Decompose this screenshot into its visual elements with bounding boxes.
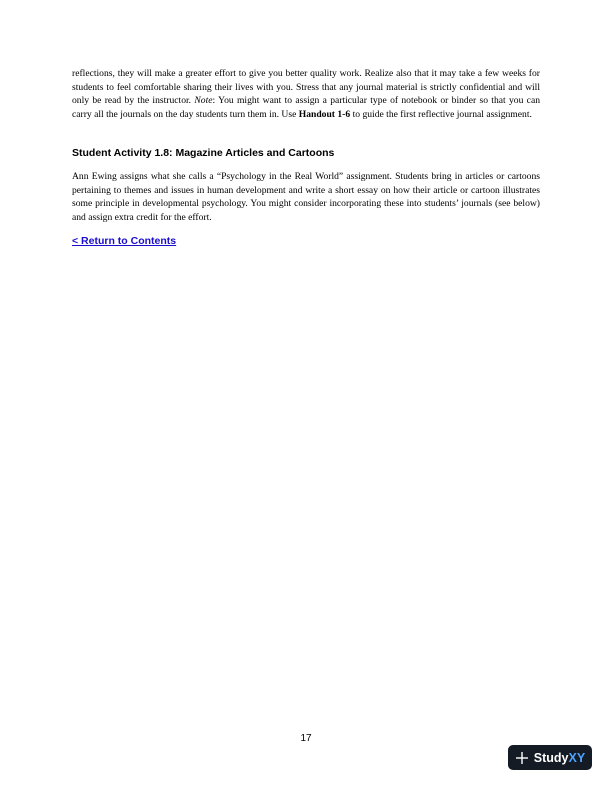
section-heading: Student Activity 1.8: Magazine Articles and Cartoons bbox=[72, 147, 335, 159]
page-number: 17 bbox=[300, 733, 312, 744]
plus-icon bbox=[515, 751, 529, 765]
journal-text-3: to guide the first reflective journal assignment. bbox=[350, 108, 532, 120]
badge-text-study: Study bbox=[533, 750, 569, 765]
activity-paragraph: Ann Ewing assigns what she calls a “Psychology in the Real World” assignment. Students bring in articles or cartoons pertaining to themes and issues in human development and write a short essay on how their article or cartoon illustrates some principle in developmental psychology. You might consider incorporating these into students’ journals (see below) and assign extra credit for the effort. bbox=[72, 171, 540, 223]
return-to-contents-link[interactable]: < Return to Contents bbox=[72, 235, 177, 247]
journal-paragraph bbox=[72, 67, 540, 121]
studyxy-badge[interactable] bbox=[508, 745, 592, 770]
handout-reference: Handout 1-6 bbox=[298, 108, 351, 120]
badge-label bbox=[534, 751, 585, 765]
badge-text-xy: XY bbox=[568, 750, 586, 765]
journal-text-1: reflections, they will make a greater effort to give you better quality work. Realize also that it may take a few weeks for students to feel comfortable sharing their lives with you. Stress that any journal material is strictly confidential and will only be read by the instructor. bbox=[72, 68, 540, 106]
journal-text-2: : You might want to assign a particular type of notebook or binder so that you can carry all the journals on the day students turn them in. Use bbox=[72, 95, 540, 120]
note-label: Note bbox=[194, 95, 213, 106]
